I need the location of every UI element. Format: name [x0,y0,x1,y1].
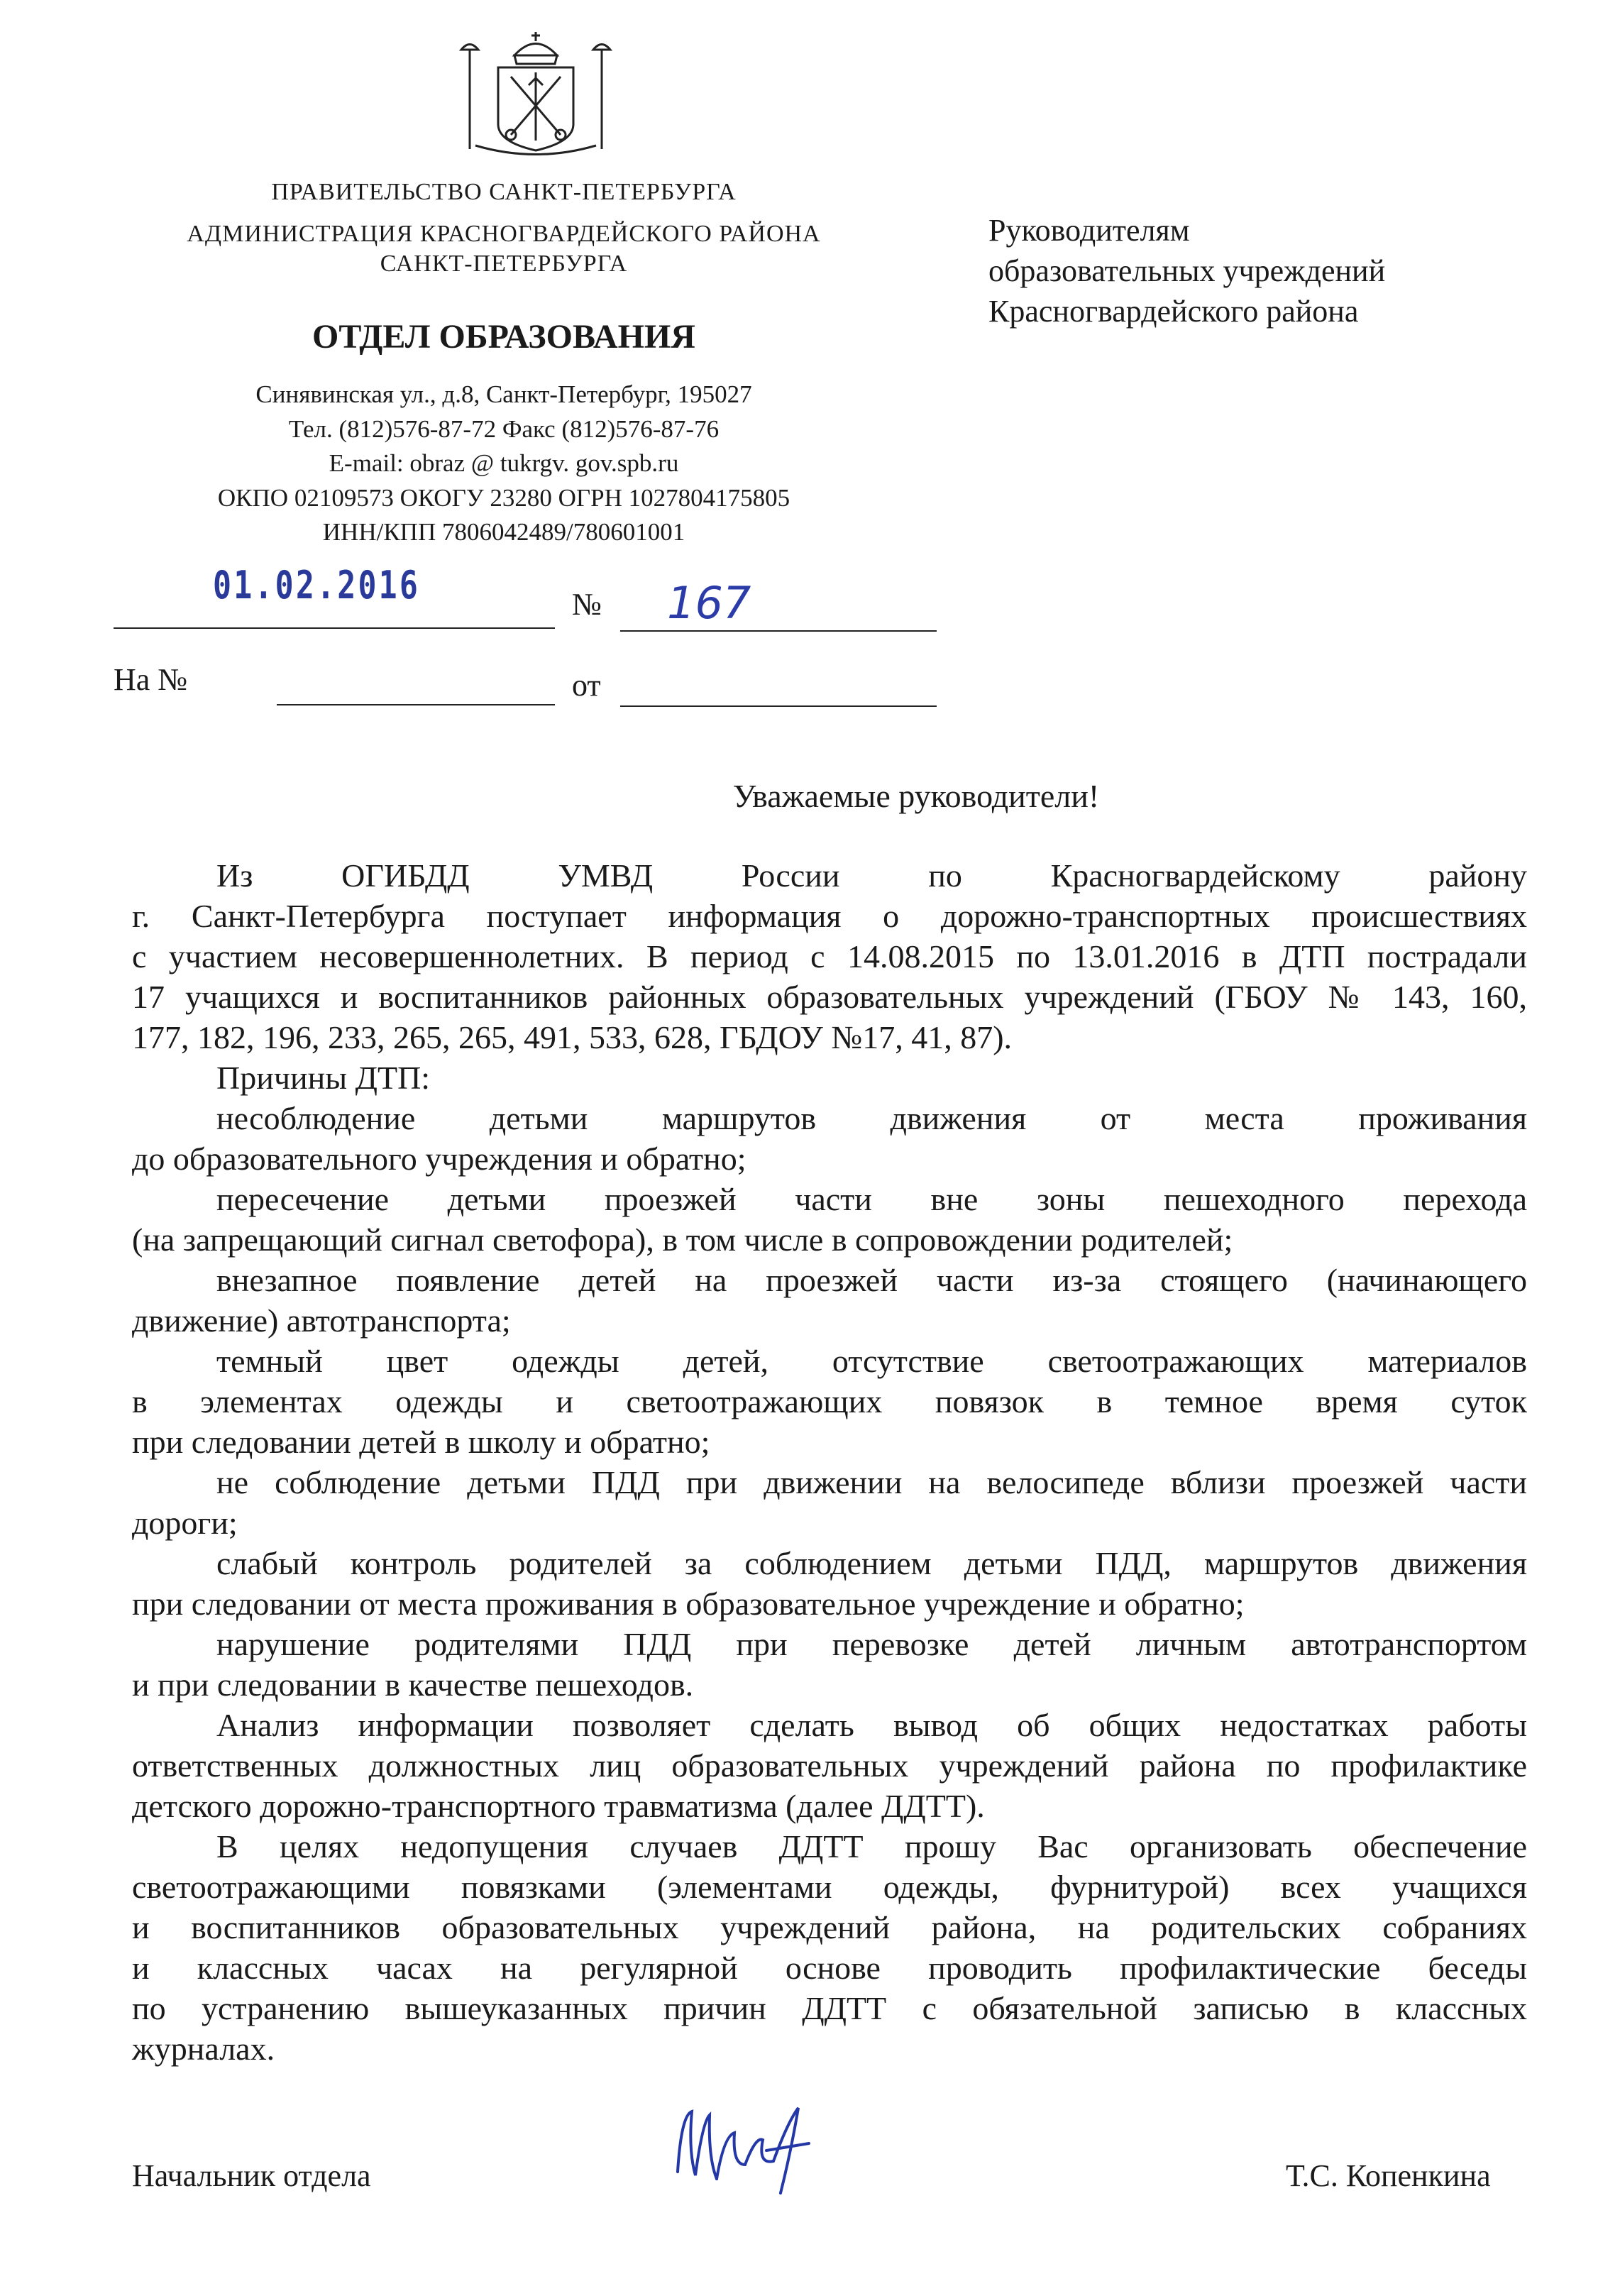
body-line: при следовании детей в школу и обратно; [132,1424,710,1460]
reference-label: На № [114,662,188,697]
codes-line: ОКПО 02109573 ОКОГУ 23280 ОГРН 1027804175805 [217,484,790,512]
body-line: до образовательного учреждения и обратно; [132,1141,746,1177]
body-line: с участием несовершеннолетних. В период с 14.08.2015 по 13.01.2016 в ДТП пострадали [132,938,1527,974]
date-stamp: 01.02.2016 [213,563,421,608]
body-line: внезапное появление детей на проезжей части из-за стоящего (начинающего [216,1262,1527,1298]
recipient-line: образовательных учреждений [988,253,1386,288]
recipient-line: Руководителям [988,213,1190,248]
recipient-block [988,210,1385,331]
body-line: детского дорожно-транспортного травматизма (далее ДДТТ). [132,1788,985,1824]
body-line: темный цвет одежды детей, отсутствие светоотражающих материалов [216,1343,1527,1379]
body-line: (на запрещающий сигнал светофора), в том числе в сопровождении родителей; [132,1221,1233,1258]
inn-line: ИНН/КПП 7806042489/780601001 [322,518,685,546]
signatory-position: Начальник отдела [132,2158,371,2193]
body-line: при следовании от места проживания в образовательное учреждение и обратно; [132,1586,1245,1622]
date-underline [114,627,555,629]
body-line: и воспитанников образовательных учреждений района, на родительских собраниях [132,1909,1527,1945]
body-line: Анализ информации позволяет сделать вывод об общих недостатках работы [216,1707,1527,1743]
body-line: Из ОГИБДД УМВД России по Красногвардейскому району [216,857,1527,894]
body-line: 17 учащихся и воспитанников районных образовательных учреждений (ГБОУ № 143, 160, [132,979,1527,1015]
number-label: № [572,587,602,622]
body-line: г. Санкт-Петербурга поступает информация о дорожно-транспортных происшествиях [132,898,1527,934]
address-line: Синявинская ул., д.8, Санкт-Петербург, 195027 [255,380,752,408]
body-line: и при следовании в качестве пешеходов. [132,1666,694,1703]
body-line: пересечение детьми проезжей части вне зоны пешеходного перехода [216,1181,1527,1217]
email-line: E-mail: obraz @ tukrgv. gov.spb.ru [329,449,679,477]
signatory-name: Т.С. Копенкина [1286,2158,1491,2193]
body-line: журналах. [132,2031,275,2067]
outgoing-number: 167 [667,577,751,629]
body-line: и классных часах на регулярной основе проводить профилактические беседы [132,1950,1527,1986]
body-line: 177, 182, 196, 233, 265, 265, 491, 533, 628, ГБДОУ №17, 41, 87). [132,1019,1013,1055]
body-line: дороги; [132,1505,238,1541]
body-line: движение) автотранспорта; [132,1302,511,1339]
reference-underline [277,704,555,705]
city-title: САНКТ-ПЕТЕРБУРГА [380,251,628,277]
from-underline [620,705,937,707]
body-line: ответственных должностных лиц образовательных учреждений района по профилактике [132,1747,1527,1784]
body-line: Причины ДТП: [216,1060,431,1096]
recipient-line: Красногвардейского района [988,294,1359,329]
department-title: ОТДЕЛ ОБРАЗОВАНИЯ [312,318,695,356]
body-line: слабый контроль родителей за соблюдением детьми ПДД, маршрутов движения [216,1545,1527,1581]
from-label: от [572,668,601,703]
coat-of-arms-emblem [454,28,617,163]
government-title: ПРАВИТЕЛЬСТВО САНКТ-ПЕТЕРБУРГА [271,179,737,205]
body-line: В целях недопущения случаев ДДТТ прошу Вас организовать обеспечение [216,1828,1527,1864]
body-line: светоотражающими повязками (элементами одежды, фурнитурой) всех учащихся [132,1869,1527,1905]
salutation: Уважаемые руководители! [732,778,1100,814]
body-line: нарушение родителями ПДД при перевозке детей личным автотранспортом [216,1626,1527,1662]
body-line: не соблюдение детьми ПДД при движении на велосипеде вблизи проезжей части [216,1464,1527,1500]
administration-title: АДМИНИСТРАЦИЯ КРАСНОГВАРДЕЙСКОГО РАЙОНА [187,221,821,247]
number-underline [620,630,937,632]
phone-line: Тел. (812)576-87-72 Факс (812)576-87-76 [288,415,720,443]
handwritten-signature [667,2094,823,2200]
body-line: по устранению вышеуказанных причин ДДТТ с обязательной записью в классных [132,1990,1527,2026]
body-line: в элементах одежды и светоотражающих повязок в темное время суток [132,1383,1527,1419]
body-line: несоблюдение детьми маршрутов движения от места проживания [216,1100,1527,1136]
